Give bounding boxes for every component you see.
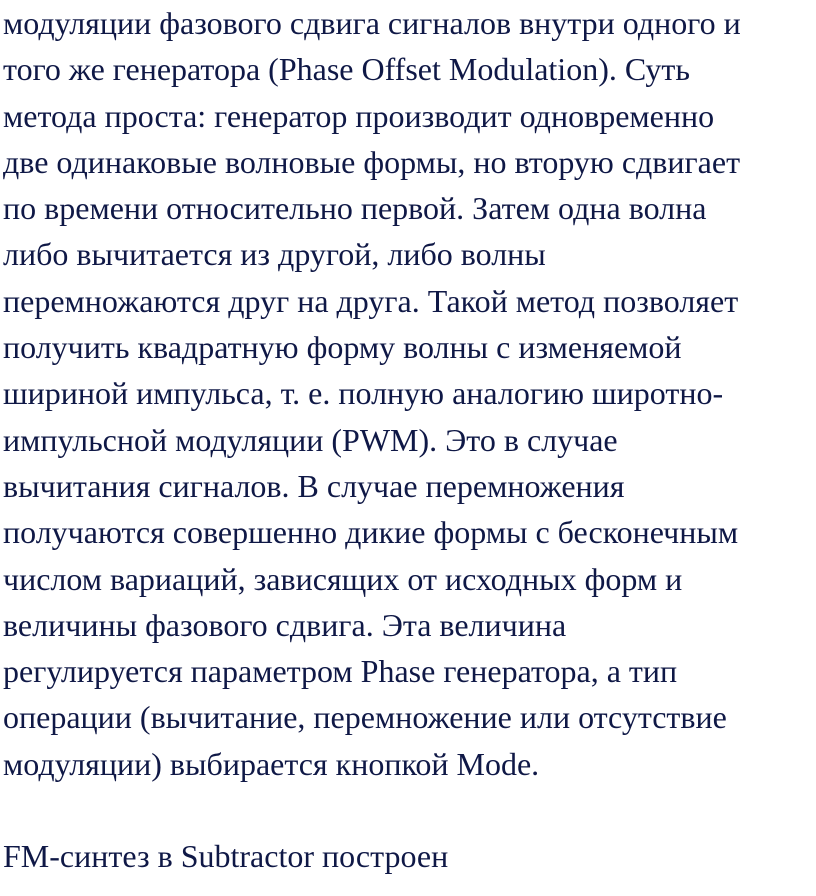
text-line: модуляции) выбирается кнопкой Mode. <box>3 745 540 782</box>
text-line: регулируется параметром Phase генератора, а тип <box>3 653 678 690</box>
text-line: того же генератора (Phase Offset Modulation). Суть <box>3 51 690 88</box>
text-line: операции (вычитание, перемножение или отсутствие <box>3 699 727 736</box>
text-line: по времени относительно первой. Затем одна волна <box>3 190 707 227</box>
text-line: FM-синтез в Subtractor построен <box>3 838 449 875</box>
text-line: либо вычитается из другой, либо волны <box>3 236 546 273</box>
text-line: две одинаковые волновые формы, но вторую сдвигает <box>3 143 741 180</box>
text-line: величины фазового сдвига. Эта величина <box>3 606 567 643</box>
text-line: импульсной модуляции (PWM). Это в случае <box>3 421 618 458</box>
paragraph-phase-offset-modulation <box>3 0 815 787</box>
text-line: модуляции фазового сдвига сигналов внутри одного и <box>3 5 741 41</box>
text-line: числом вариаций, зависящих от исходных форм и <box>3 560 683 597</box>
text-line: шириной импульса, т. е. полную аналогию широтно- <box>3 375 724 412</box>
text-line: перемножаются друг на друга. Такой метод позволяет <box>3 282 739 319</box>
text-line: получить квадратную форму волны с изменяемой <box>3 329 682 366</box>
paragraph-fm-synthesis <box>3 833 815 879</box>
document-body <box>3 0 815 880</box>
text-line: метода проста: генератор производит одновременно <box>3 97 715 134</box>
text-line: вычитания сигналов. В случае перемножения <box>3 467 625 504</box>
text-line: получаются совершенно дикие формы с бесконечным <box>3 514 739 551</box>
paragraph-gap <box>3 787 815 833</box>
